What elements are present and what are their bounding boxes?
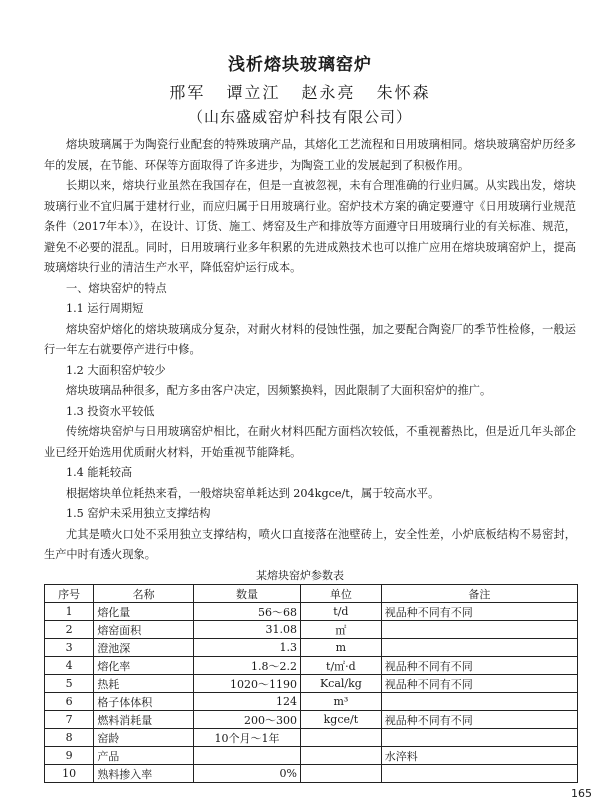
table-cell: 熟料掺入率	[94, 765, 194, 783]
subsection-heading: 1.5 窑炉未采用独立支撑结构	[66, 507, 211, 520]
table-cell	[381, 639, 577, 657]
table-cell: 水淬料	[381, 747, 577, 765]
header-cell: 序号	[45, 585, 94, 603]
table-cell	[193, 747, 300, 765]
table-cell: 产品	[94, 747, 194, 765]
table-row	[45, 621, 578, 639]
table-cell	[301, 765, 382, 783]
article-affiliation: （山东盛威窑炉科技有限公司）	[187, 108, 412, 126]
paragraph: 尤其是喷火口处不采用独立支撑结构，喷火口直接落在池壁砖上，安全性差，小炉底板结构不易密封，生产中时有透火现象。	[44, 527, 576, 561]
table-cell: 6	[45, 693, 94, 711]
table-cell: 124	[193, 693, 300, 711]
table-caption: 某熔块窑炉参数表	[256, 569, 344, 582]
table-cell	[301, 729, 382, 747]
paragraph: 传统熔块窑炉与日用玻璃窑炉相比，在耐火材料匹配方面档次较低，不重视蓄热比，但是近几年头部企业已经开始选用优质耐火材料，开始重视节能降耗。	[44, 425, 576, 459]
article-body	[44, 135, 576, 566]
header-cell: 名称	[94, 585, 194, 603]
table-cell: 燃料消耗量	[94, 711, 194, 729]
section-heading: 一、熔块窑炉的特点	[66, 281, 167, 295]
paragraph: 熔块玻璃品种很多，配方多由客户决定，因频繁换料，因此限制了大面积窑炉的推广。	[66, 384, 492, 397]
table-cell: 4	[45, 657, 94, 675]
table-cell: 视品种不同有不同	[381, 711, 577, 729]
table-cell: 0%	[193, 765, 300, 783]
table-cell: 格子体体积	[94, 693, 194, 711]
paragraph: 熔块窑炉熔化的熔块玻璃成分复杂，对耐火材料的侵蚀性强，加之要配合陶瓷厂的季节性检修，一般运行一年左右就要停产进行中修。	[44, 322, 576, 356]
table-cell: 10	[45, 765, 94, 783]
table-row	[45, 657, 578, 675]
table-cell: 视品种不同有不同	[381, 603, 577, 621]
header-cell: 备注	[381, 585, 577, 603]
subsection-heading: 1.1 运行周期短	[66, 302, 144, 315]
table-row	[45, 711, 578, 729]
subsection-heading: 1.3 投资水平较低	[66, 404, 155, 418]
table-cell: 熔化量	[94, 603, 194, 621]
article-authors: 邢军 谭立江 赵永亮 朱怀森	[169, 83, 431, 102]
table-cell: 熔化率	[94, 657, 194, 675]
table-cell: 10个月～1年	[193, 729, 300, 747]
article-title: 浅析熔块玻璃窑炉	[228, 55, 372, 75]
paragraph: 根据熔块单位耗热来看，一般熔块窑单耗达到 204kgce/t，属于较高水平。	[66, 486, 440, 500]
table-cell	[381, 765, 577, 783]
table-cell: t/d	[301, 603, 382, 621]
table-cell: t/㎡·d	[301, 657, 382, 675]
parameter-table	[44, 584, 578, 783]
table-row	[45, 729, 578, 747]
table-cell: 56～68	[193, 603, 300, 621]
table-cell: 窑龄	[94, 729, 194, 747]
header-cell: 数量	[193, 585, 300, 603]
paragraph: 长期以来，熔块行业虽然在我国存在，但是一直被忽视，未有合理准确的行业归属。从实践出发，熔块玻璃行业不宜归属于建材行业，而应归属于日用玻璃行业。窑炉技术方案的确定要遵守《日用玻璃行业规范条件（2017年本）》，在设计、订货、施工、烤窑及生产和排放等方面遵守日用玻璃行业的有关标准、规范，避免不必要的混乱。同时，日用玻璃行业多年积累的先进成熟技术也可以推广应用在熔块玻璃窑炉上，提高玻璃熔块行业的清洁生产水平，降低窑炉运行成本。	[44, 179, 576, 274]
table-cell: ㎡	[301, 621, 382, 639]
table-cell: m³	[301, 693, 382, 711]
table-header-row	[45, 585, 578, 603]
table-cell	[301, 747, 382, 765]
table-cell: 澄池深	[94, 639, 194, 657]
table-cell	[381, 621, 577, 639]
table-cell: 视品种不同有不同	[381, 675, 577, 693]
table-cell: 2	[45, 621, 94, 639]
table-cell: 1	[45, 603, 94, 621]
page-number: 165	[571, 787, 592, 800]
table-cell: 1020～1190	[193, 675, 300, 693]
table-cell: 视品种不同有不同	[381, 657, 577, 675]
table-cell	[381, 729, 577, 747]
table-cell	[381, 693, 577, 711]
table-cell: 8	[45, 729, 94, 747]
table-cell: 200～300	[193, 711, 300, 729]
table-row	[45, 675, 578, 693]
table-cell: 3	[45, 639, 94, 657]
table-row	[45, 603, 578, 621]
table-cell: 热耗	[94, 675, 194, 693]
table-row	[45, 639, 578, 657]
table-cell: 7	[45, 711, 94, 729]
table-cell: m	[301, 639, 382, 657]
table-cell: 5	[45, 675, 94, 693]
table-cell: Kcal/kg	[301, 675, 382, 693]
table-row	[45, 747, 578, 765]
subsection-heading: 1.4 能耗较高	[66, 466, 133, 479]
table-cell: 31.08	[193, 621, 300, 639]
subsection-heading: 1.2 大面积窑炉较少	[66, 363, 166, 377]
table-row	[45, 765, 578, 783]
table-cell: 1.8～2.2	[193, 657, 300, 675]
paragraph: 熔块玻璃属于为陶瓷行业配套的特殊玻璃产品，其熔化工艺流程和日用玻璃相同。熔块玻璃窑炉历经多年的发展，在节能、环保等方面取得了许多进步，为陶瓷工业的发展起到了积极作用。	[44, 138, 576, 172]
table-cell: kgce/t	[301, 711, 382, 729]
table-cell: 9	[45, 747, 94, 765]
table-cell: 熔窑面积	[94, 621, 194, 639]
table-row	[45, 693, 578, 711]
header-cell: 单位	[301, 585, 382, 603]
table-cell: 1.3	[193, 639, 300, 657]
table-body	[45, 603, 578, 783]
